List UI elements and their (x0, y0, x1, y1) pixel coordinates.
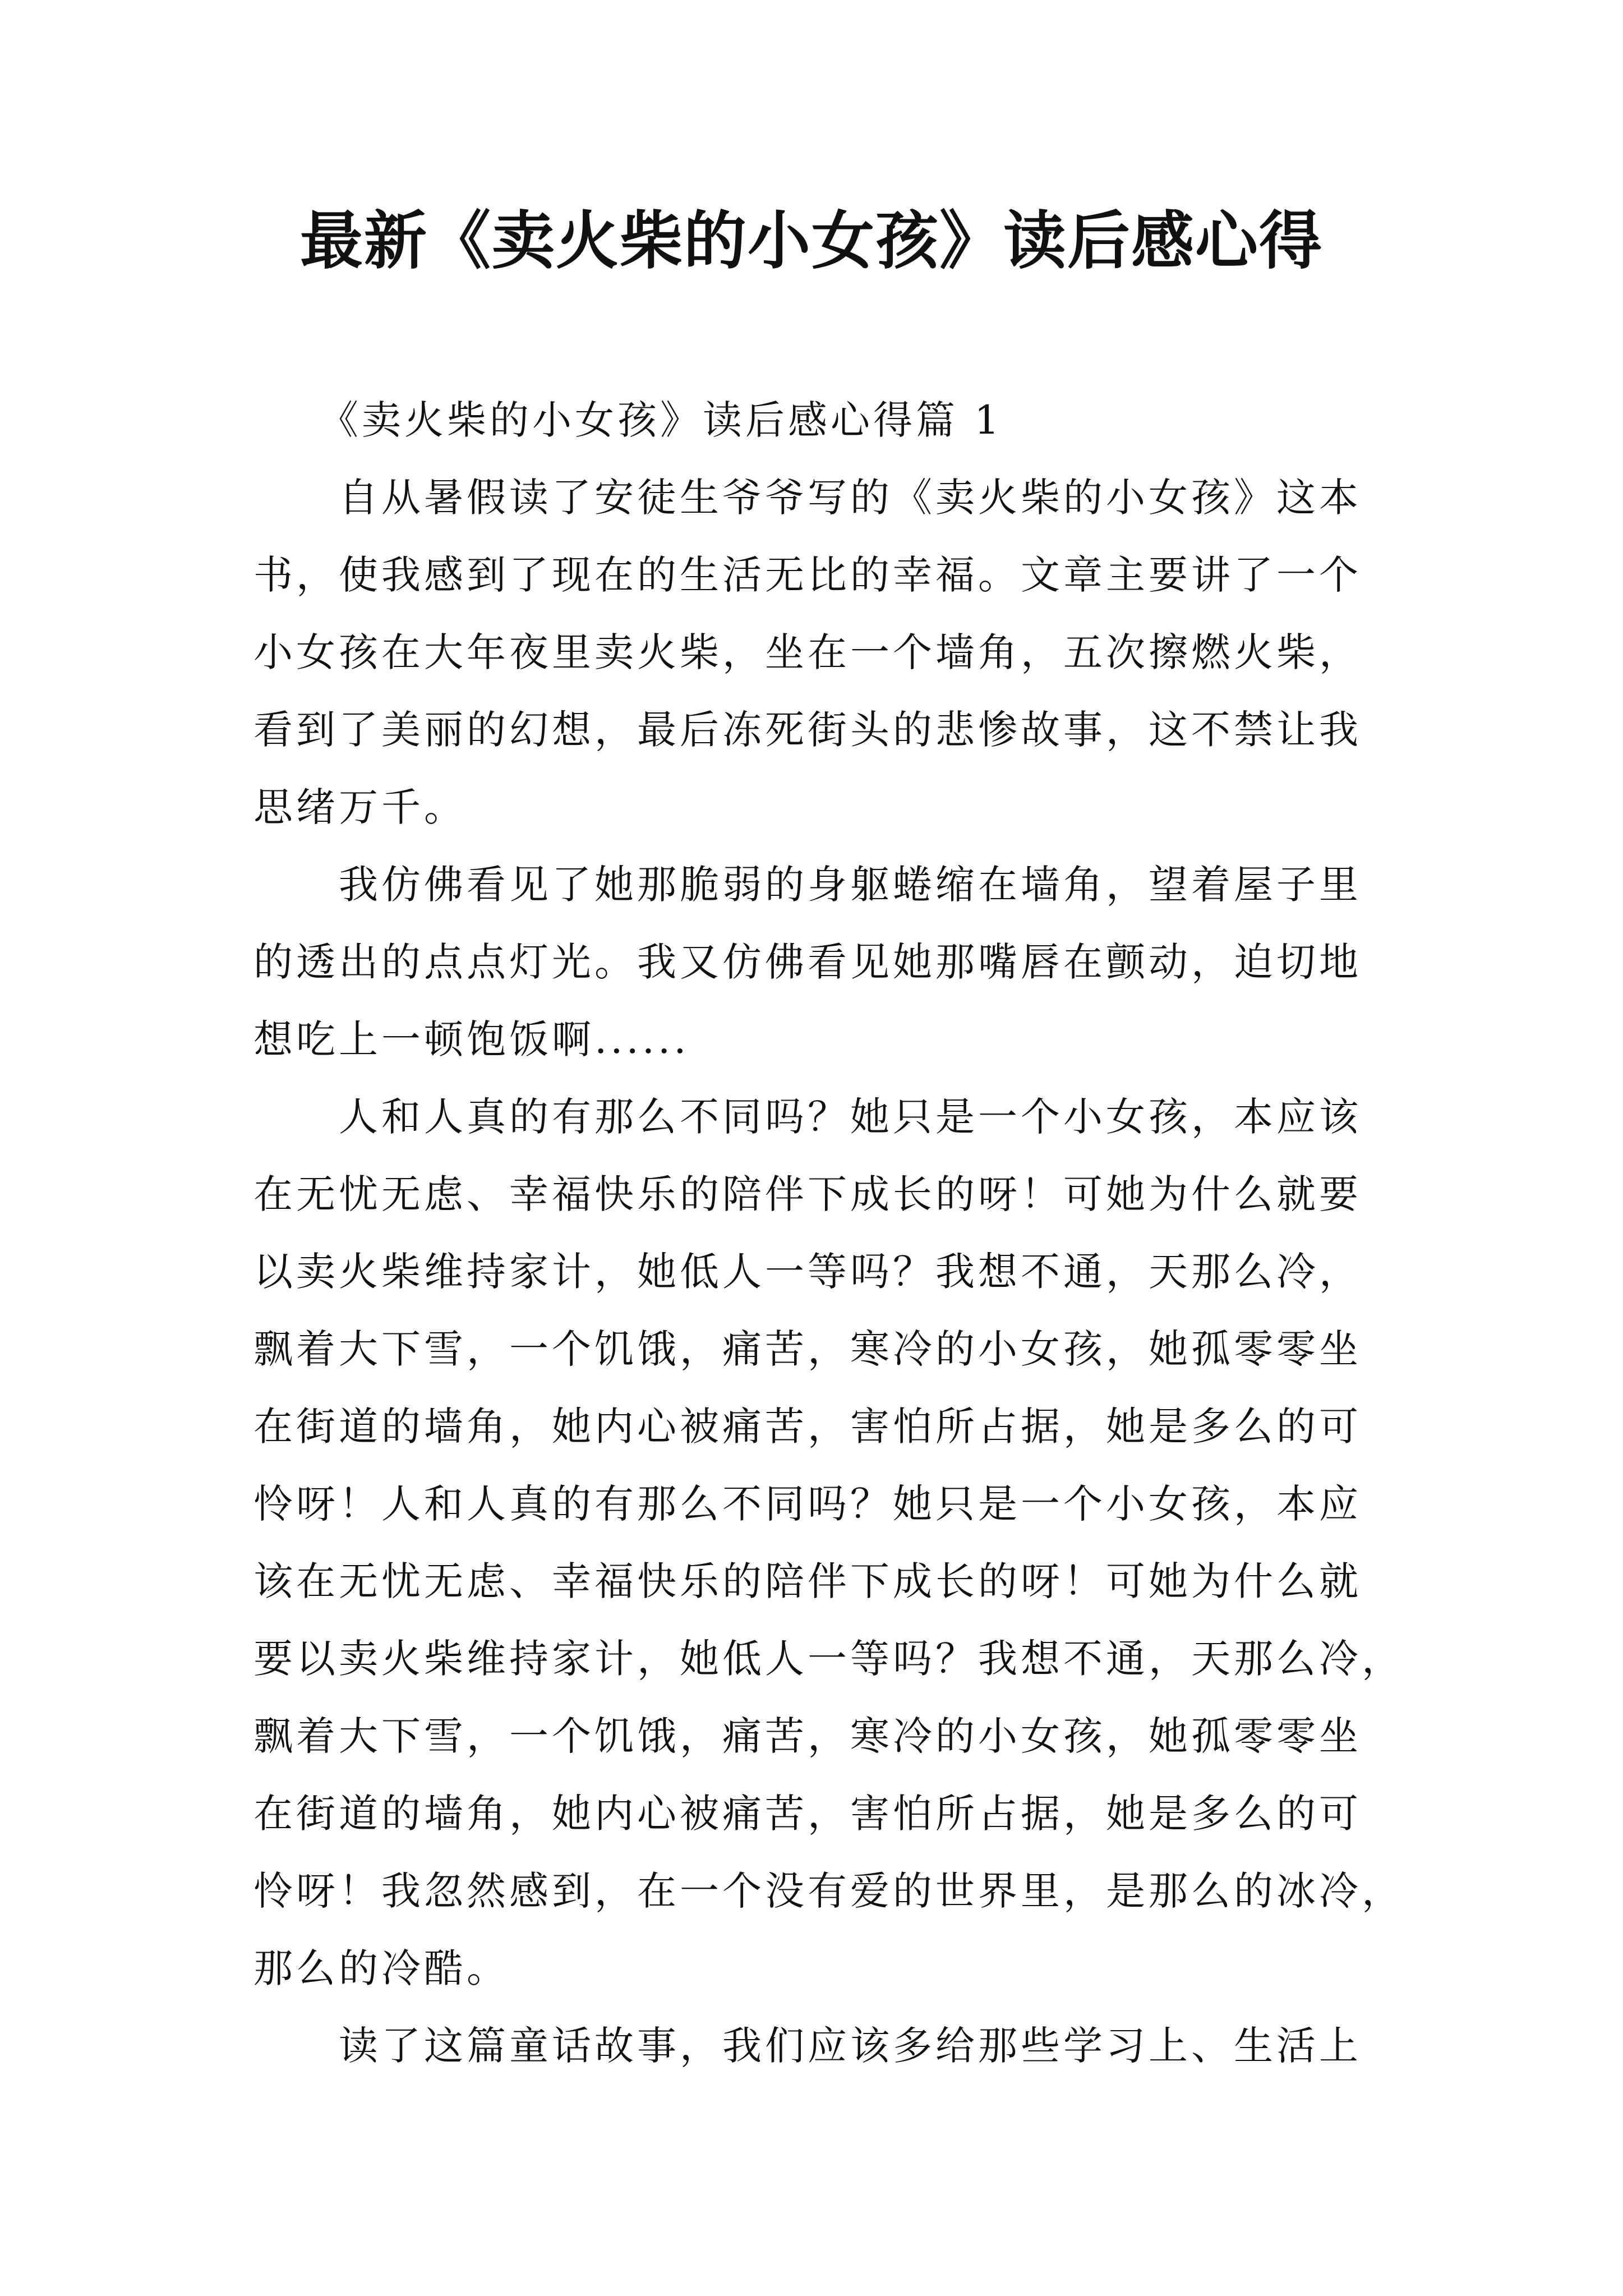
text-line: 书，使我感到了现在的生活无比的幸福。文章主要讲了一个 (253, 552, 1362, 598)
text-line: 想吃上一顿饱饭啊...... (253, 1016, 690, 1062)
text-line: 飘着大下雪，一个饥饿，痛苦，寒冷的小女孩，她孤零零坐 (253, 1326, 1362, 1372)
text-line: 《卖火柴的小女孩》读后感心得篇 1 (253, 397, 1003, 443)
document-body (253, 381, 1404, 2085)
text-line: 飘着大下雪，一个饥饿，痛苦，寒冷的小女孩，她孤零零坐 (253, 1713, 1362, 1759)
text-line: 自从暑假读了安徒生爷爷写的《卖火柴的小女孩》这本 (253, 475, 1362, 521)
text-line: 看到了美丽的幻想，最后冻死街头的悲惨故事，这不禁让我 (253, 707, 1362, 753)
text-line: 人和人真的有那么不同吗？她只是一个小女孩，本应该 (253, 1094, 1362, 1140)
text-line: 该在无忧无虑、幸福快乐的陪伴下成长的呀！可她为什么就 (253, 1558, 1362, 1604)
text-line: 在无忧无虑、幸福快乐的陪伴下成长的呀！可她为什么就要 (253, 1171, 1362, 1217)
document-title: 最新《卖火柴的小女孩》读后感心得 (300, 205, 1323, 278)
text-line: 思绪万千。 (253, 784, 467, 830)
text-line: 那么的冷酷。 (253, 1945, 509, 1991)
text-line: 在街道的墙角，她内心被痛苦，害怕所占据，她是多么的可 (253, 1791, 1362, 1837)
text-line: 要以卖火柴维持家计，她低人一等吗？我想不通，天那么冷， (253, 1636, 1404, 1682)
text-line: 以卖火柴维持家计，她低人一等吗？我想不通，天那么冷， (253, 1249, 1362, 1295)
text-line: 怜呀！人和人真的有那么不同吗？她只是一个小女孩，本应 (253, 1481, 1362, 1527)
text-line: 的透出的点点灯光。我又仿佛看见她那嘴唇在颤动，迫切地 (253, 939, 1362, 985)
text-line: 在街道的墙角，她内心被痛苦，害怕所占据，她是多么的可 (253, 1404, 1362, 1450)
text-line: 我仿佛看见了她那脆弱的身躯蜷缩在墙角，望着屋子里 (253, 862, 1362, 908)
text-line: 怜呀！我忽然感到，在一个没有爱的世界里，是那么的冰冷， (253, 1868, 1404, 1914)
text-line: 读了这篇童话故事，我们应该多给那些学习上、生活上 (253, 2023, 1362, 2069)
text-line: 小女孩在大年夜里卖火柴，坐在一个墙角，五次擦燃火柴， (253, 629, 1362, 675)
